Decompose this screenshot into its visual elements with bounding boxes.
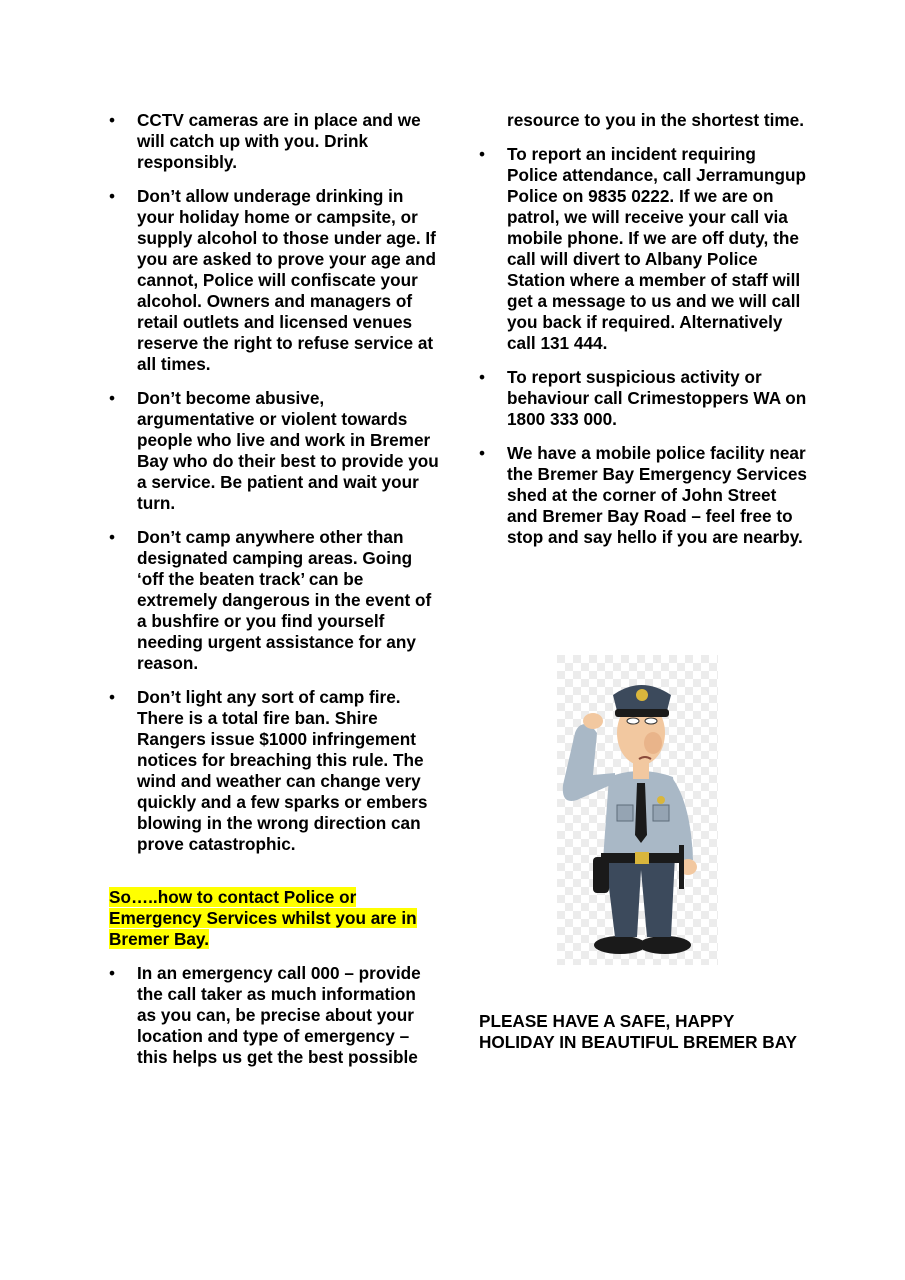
police-officer-illustration	[557, 655, 718, 965]
bullet-camping-areas: • Don’t camp anywhere other than designated camping areas. Going ‘off the beaten track’ can be extremely dangerous in the event of a bushfire or you find yourself needing urgent assistance for any reason.	[109, 527, 439, 674]
advice-list	[109, 110, 439, 855]
bullet-emergency-continued: resource to you in the shortest time.	[507, 110, 805, 130]
closing-message: PLEASE HAVE A SAFE, HAPPY HOLIDAY IN BEAUTIFUL BREMER BAY	[479, 1011, 798, 1052]
bullet-abusive-behaviour: • Don’t become abusive, argumentative or violent towards people who live and work in Bremer Bay who do their best to provide you a service. Be patient and wait your turn.	[109, 388, 439, 514]
bullet-report-incident: • To report an incident requiring Police attendance, call Jerramungup Police on 9835 0222. If we are on patrol, we will receive your call via mobile phone. If we are off duty, the call will divert to Albany Police Station where a member of staff will get a message to us and we will call you back if required. Alternatively call 131 444.	[479, 144, 809, 354]
left-column	[109, 110, 439, 1081]
contact-heading	[109, 887, 439, 950]
contact-list-continued	[479, 110, 809, 548]
bullet-mobile-facility: • We have a mobile police facility near the Bremer Bay Emergency Services shed at the corner of John Street and Bremer Bay Road – feel free to stop and say hello if you are nearby.	[479, 443, 809, 548]
contact-heading-text: So…..how to contact Police or Emergency Services whilst you are in Bremer Bay.	[109, 887, 417, 949]
bullet-emergency-000: • In an emergency call 000 – provide the call taker as much information as you can, be precise about your location and type of emergency – this helps us get the best possible	[109, 963, 439, 1068]
bullet-crimestoppers: • To report suspicious activity or behaviour call Crimestoppers WA on 1800 333 000.	[479, 367, 809, 430]
bullet-cctv: • CCTV cameras are in place and we will catch up with you. Drink responsibly.	[109, 110, 439, 173]
right-column	[479, 110, 809, 561]
bullet-underage-drinking: • Don’t allow underage drinking in your holiday home or campsite, or supply alcohol to those under age. If you are asked to prove your age and cannot, Police will confiscate your alcohol. Owners and managers of retail outlets and licensed venues reserve the right to refuse service at all times.	[109, 186, 439, 375]
bullet-fire-ban: • Don’t light any sort of camp fire. There is a total fire ban. Shire Rangers issue $1000 infringement notices for breaching this rule. The wind and weather can change very quickly and a few sparks or embers blowing in the wrong direction can prove catastrophic.	[109, 687, 439, 855]
contact-list	[109, 963, 439, 1068]
saluting-police-officer-icon	[557, 655, 718, 965]
